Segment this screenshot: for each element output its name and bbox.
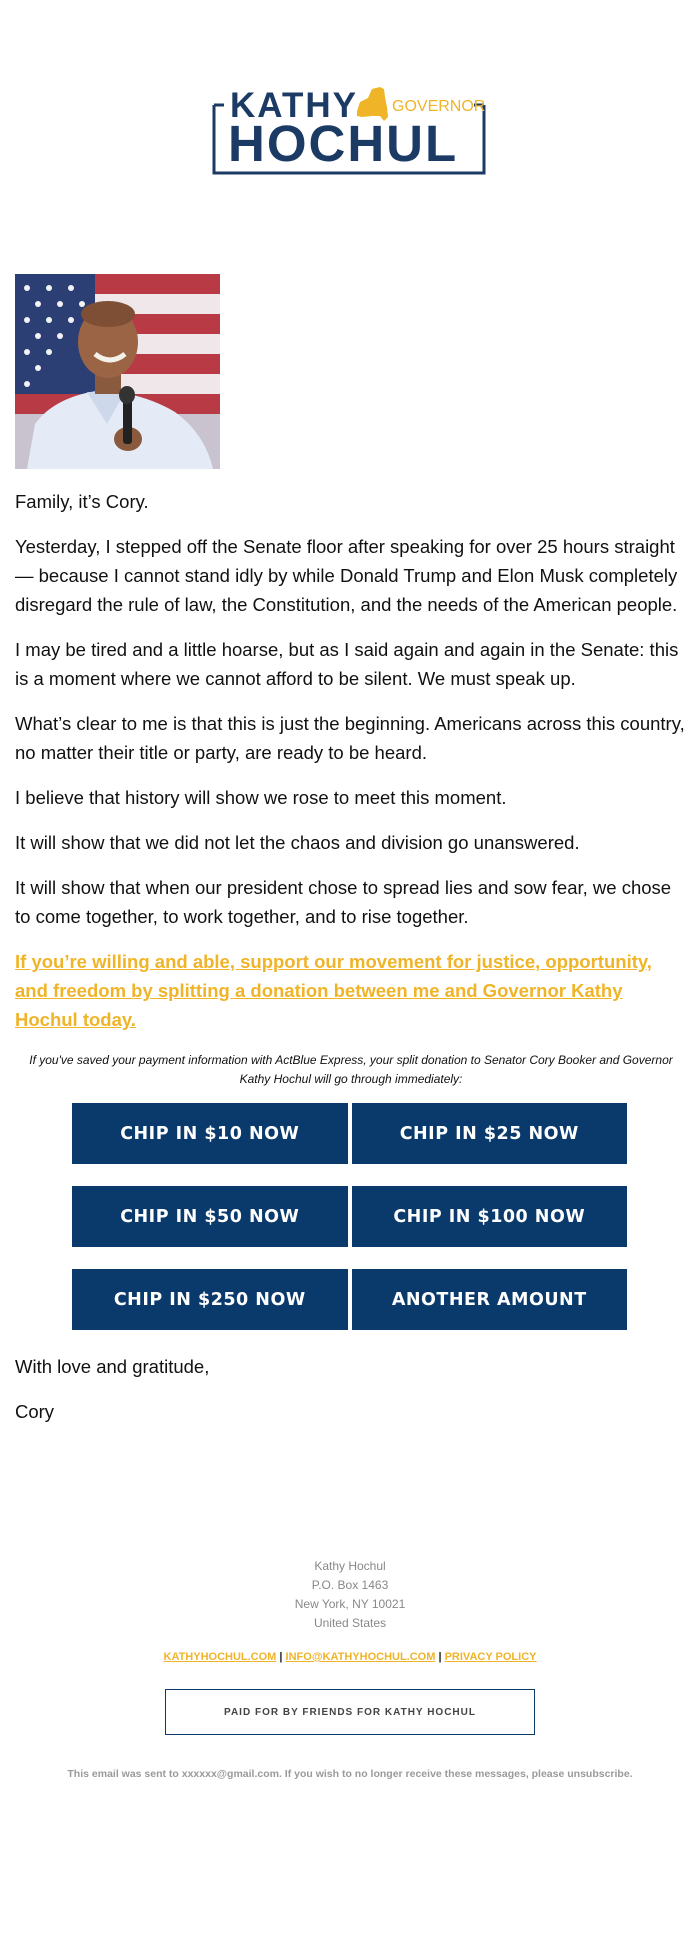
chip-in-25-button[interactable]: CHIP IN $25 NOW <box>352 1103 628 1164</box>
signature: Cory <box>15 1401 55 1422</box>
footer-po-box: P.O. Box 1463 <box>311 1578 389 1592</box>
paragraph: I believe that history will show we rose to meet this moment. <box>15 787 507 808</box>
person-photo <box>15 274 220 469</box>
paid-for-disclaimer: PAID FOR BY FRIENDS FOR KATHY HOCHUL <box>165 1689 535 1735</box>
chip-in-50-button[interactable]: CHIP IN $50 NOW <box>72 1186 348 1247</box>
letter-body <box>15 487 687 1442</box>
logo-tag: GOVERNOR <box>392 98 486 115</box>
actblue-express-note: If you've saved your payment information with ActBlue Express, your split donation to Senator Cory Booker and Governor Kathy Hochul will go through immediately: <box>29 1053 673 1086</box>
footer-city: New York, NY 10021 <box>294 1597 406 1611</box>
chip-in-250-button[interactable]: CHIP IN $250 NOW <box>72 1269 348 1330</box>
chip-in-100-button[interactable]: CHIP IN $100 NOW <box>352 1186 628 1247</box>
donation-button-grid <box>72 1103 627 1330</box>
greeting: Family, it’s Cory. <box>15 491 149 512</box>
paragraph: What’s clear to me is that this is just the beginning. Americans across this country, no matter their title or party, are ready to be heard. <box>15 713 685 763</box>
footer-country: United States <box>313 1616 387 1630</box>
logo-line1: KATHY <box>230 86 358 125</box>
link-separator: | <box>279 1651 283 1663</box>
closing: With love and gratitude, <box>15 1356 210 1377</box>
paragraph: It will show that we did not let the chaos and division go unanswered. <box>15 832 580 853</box>
footer-links <box>0 1651 700 1663</box>
paragraph: I may be tired and a little hoarse, but as I said again and again in the Senate: this is a moment where we cannot afford to be silent. We must speak up. <box>15 639 679 689</box>
privacy-policy-link[interactable]: PRIVACY POLICY <box>444 1651 537 1663</box>
logo-line2: HOCHUL <box>228 115 459 172</box>
chip-in-10-button[interactable]: CHIP IN $10 NOW <box>72 1103 348 1164</box>
link-separator: | <box>438 1651 442 1663</box>
unsubscribe-notice[interactable]: This email was sent to xxxxxx@gmail.com. If you wish to no longer receive these messages, please unsubscribe. <box>67 1768 633 1780</box>
website-link[interactable]: KATHYHOCHUL.COM <box>163 1651 277 1663</box>
kathy-hochul-logo[interactable] <box>212 85 486 175</box>
paragraph: Yesterday, I stepped off the Senate floor after speaking for over 25 hours straight — because I cannot stand idly by while Donald Trump and Elon Musk completely disregard the rule of law, the Constitution, and the needs of the American people. <box>15 536 678 615</box>
paragraph: It will show that when our president chose to spread lies and sow fear, we chose to come together, to work together, and to rise together. <box>15 877 672 927</box>
footer <box>0 1557 700 1780</box>
donate-cta-link[interactable]: If you’re willing and able, support our movement for justice, opportunity, and freedom by splitting a donation between me and Governor Kathy Hochul today. <box>15 951 652 1030</box>
another-amount-button[interactable]: ANOTHER AMOUNT <box>352 1269 628 1330</box>
email-link[interactable]: INFO@KATHYHOCHUL.COM <box>285 1651 436 1663</box>
footer-name: Kathy Hochul <box>314 1559 386 1573</box>
